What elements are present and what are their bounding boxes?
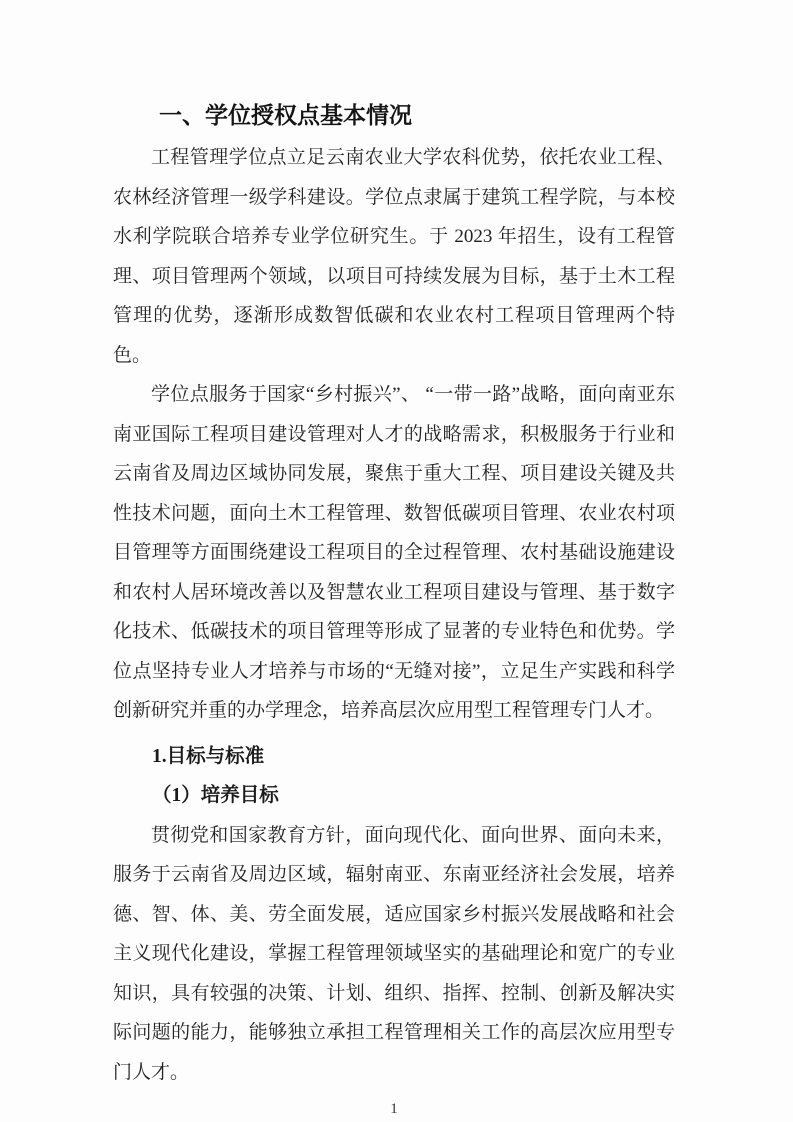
paragraph-strategy: 学位点服务于国家“乡村振兴”、 “一带一路”战略，面向南亚东南亚国际工程项目建设管理对人才的战略需求，积极服务于行业和云南省及周边区域协同发展，聚焦于重大工程、项目建设关键及共性技术问题，面向土木工程管理、数智低碳项目管理、农业农村项目管理等方面围绕建设工程项目的全过程管理、农村基础设施建设和农村人居环境改善以及智慧农业工程项目建设与管理、基于数字化技术、低碳技术的项目管理等形成了显著的专业特色和优势。学位点坚持专业人才培养与市场的“无缝对接”，立足生产实践和科学创新研究并重的办学理念，培养高层次应用型工程管理专门人才。: [113, 384, 675, 721]
paragraph-training-goal: 贯彻党和国家教育方针，面向现代化、面向世界、面向未来，服务于云南省及周边区域，辐射南亚、东南亚经济社会发展，培养德、智、体、美、劳全面发展，适应国家乡村振兴发展战略和社会主义现代化建设，掌握工程管理领域坚实的基础理论和宽广的专业知识，具有较强的决策、计划、组织、指挥、控制、创新及解决实际问题的能力，能够独立承担工程管理相关工作的高层次应用型专门人才。: [113, 824, 675, 1083]
page-number: 1: [390, 1101, 398, 1117]
paragraph-overview: 工程管理学位点立足云南农业大学农科优势，依托农业工程、农林经济管理一级学科建设。学位点隶属于建筑工程学院，与本校水利学院联合培养专业学位研究生。于 2023 年招生，设有工程管理、项目管理两个领域，以项目可持续发展为目标，基于土木工程管理的优势，逐渐形成数智低碳和农业农村工程项目管理两个特色。: [113, 147, 675, 366]
section-heading: 一、学位授权点基本情况: [159, 102, 412, 128]
subsection-heading-goals-standards: 1.目标与标准: [152, 745, 265, 767]
subsection-heading-training-goal: （1）培养目标: [152, 785, 279, 806]
